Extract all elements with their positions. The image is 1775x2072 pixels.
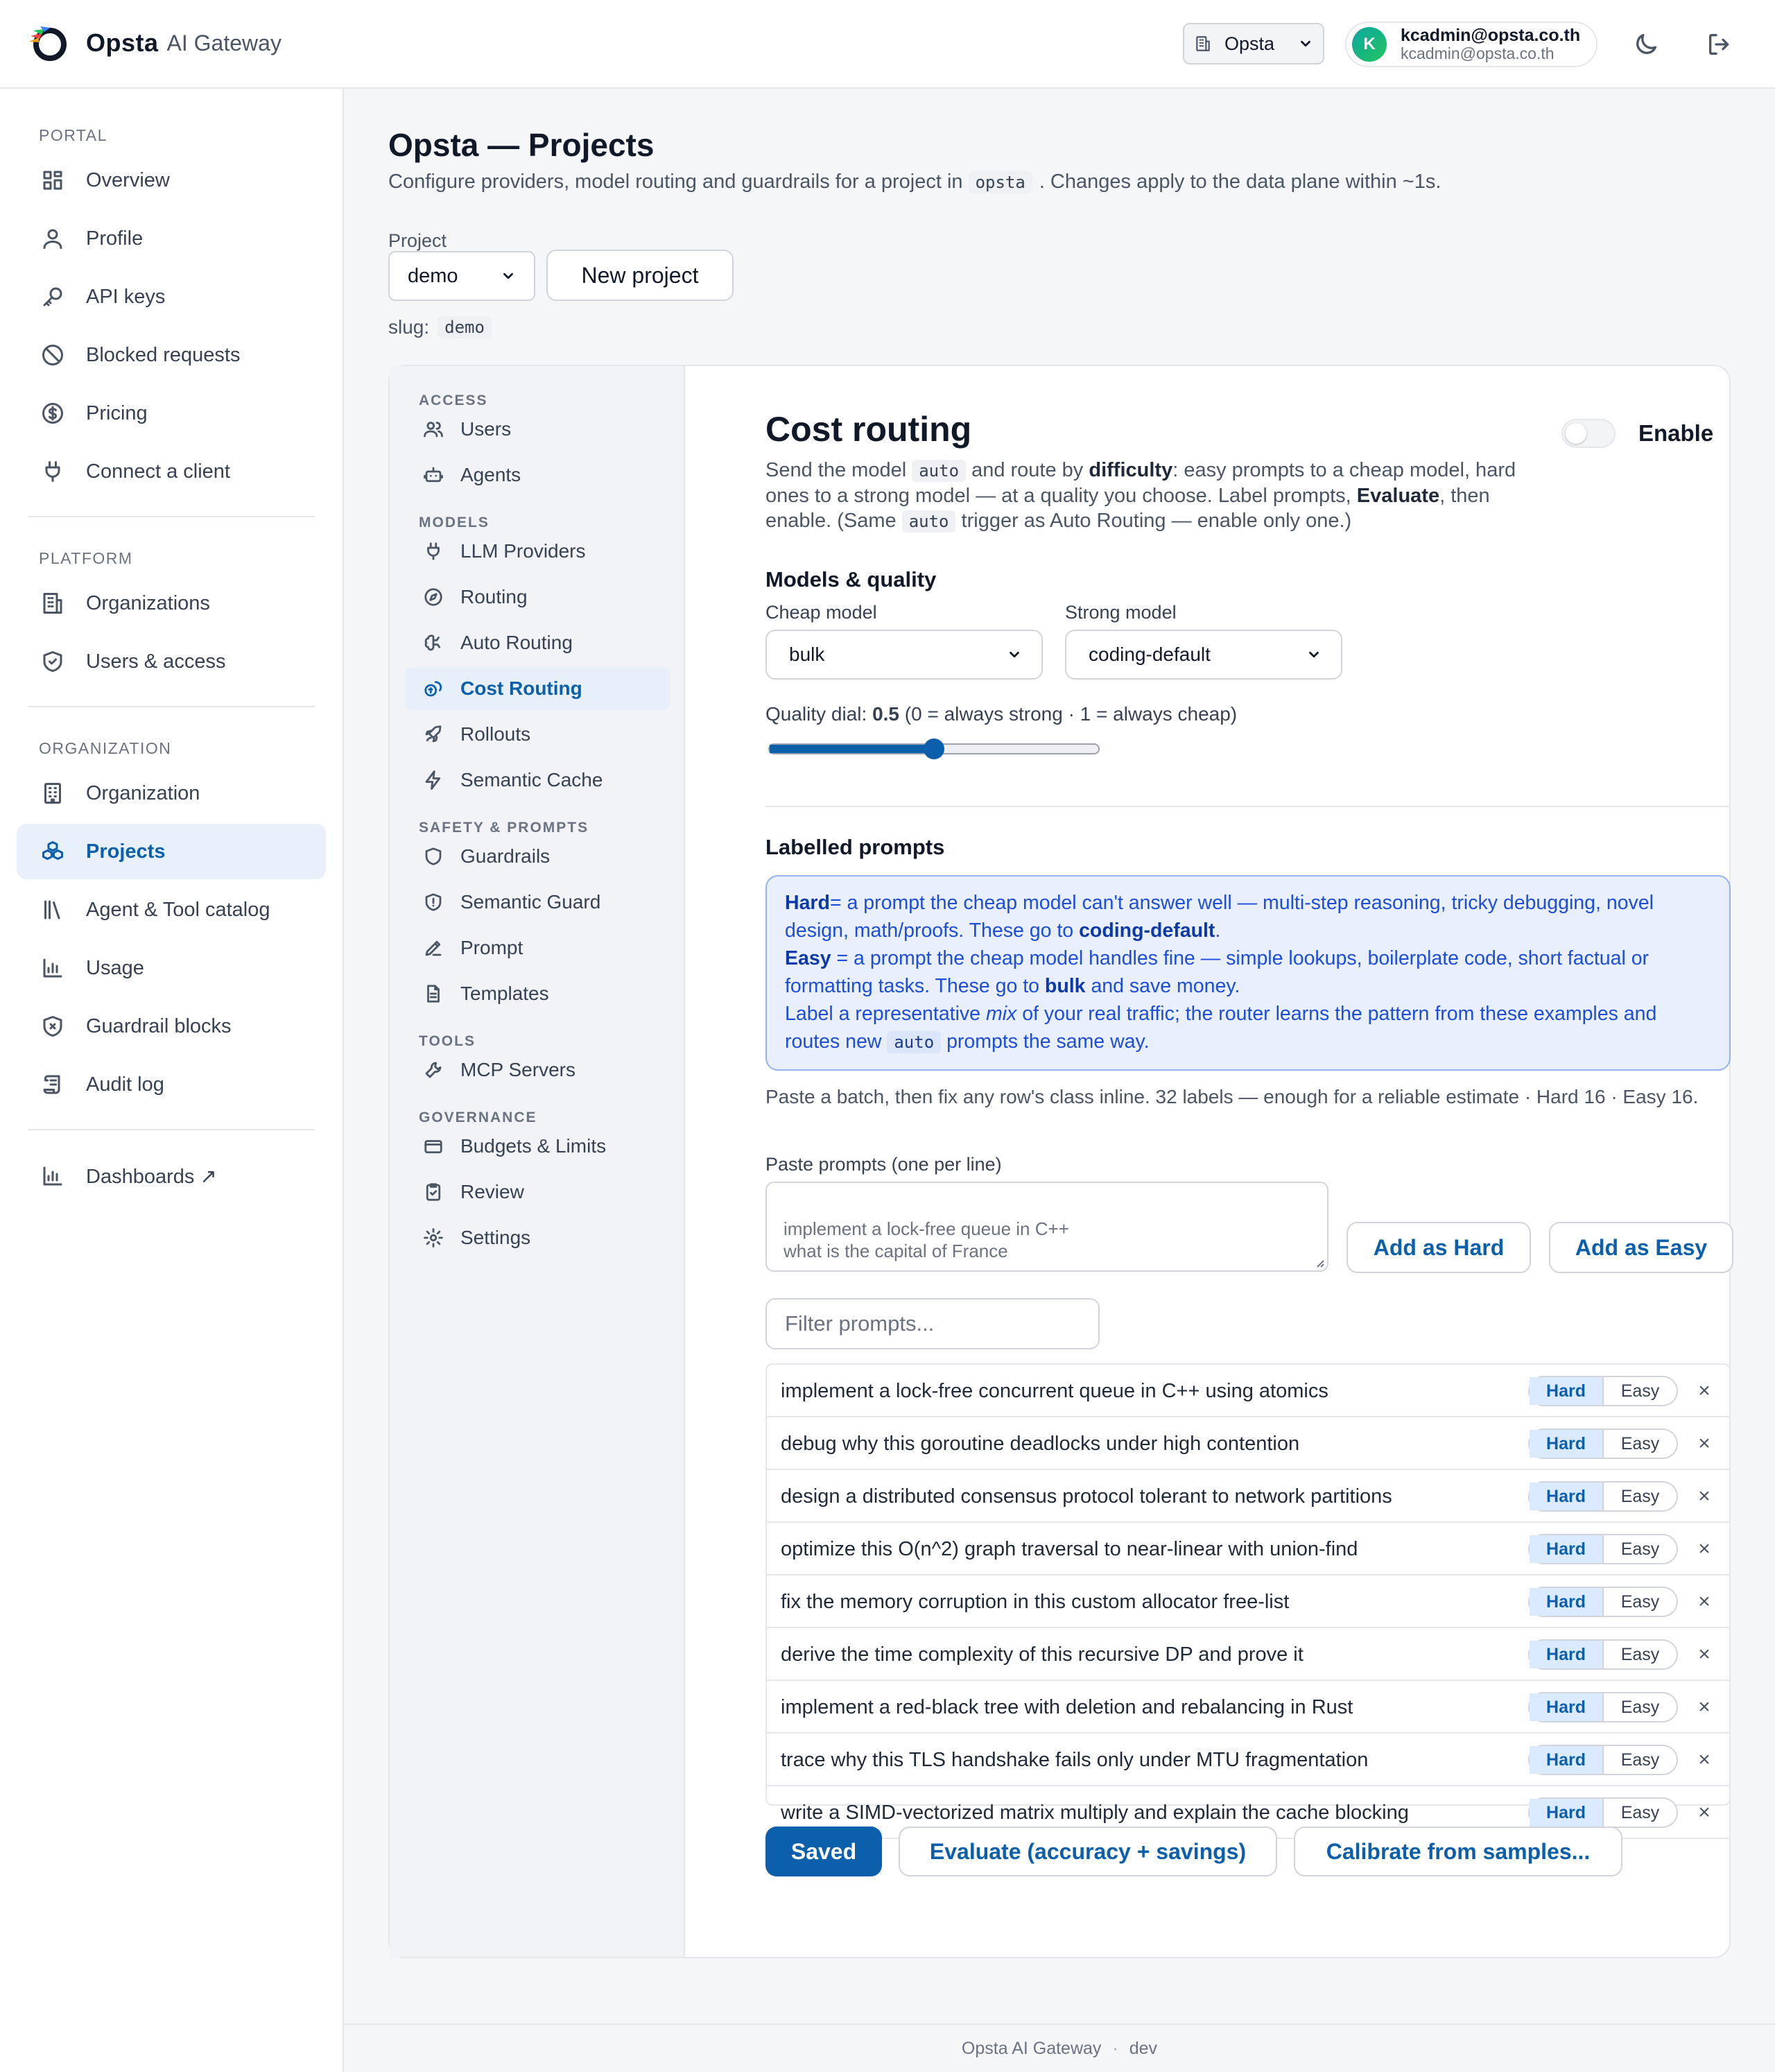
- info-code-auto: auto: [887, 1031, 941, 1053]
- subnav-item-mcp-servers[interactable]: [405, 1048, 670, 1091]
- user-menu[interactable]: [1345, 21, 1598, 67]
- shield-check-icon: [40, 649, 65, 674]
- slider-fill: [770, 745, 935, 753]
- org-slug-code: opsta: [969, 171, 1032, 193]
- table-row: [767, 1575, 1729, 1628]
- info-hard-word: Hard: [785, 892, 830, 914]
- info-mix: mix: [985, 1003, 1017, 1025]
- difficulty-toggle: [1528, 1428, 1678, 1459]
- models-quality-heading: Models & quality: [765, 567, 937, 592]
- prompt-text: design a distributed consensus protocol tolerant to network partitions: [781, 1485, 1392, 1508]
- prompt-text: trace why this TLS handshake fails only under MTU fragmentation: [781, 1748, 1369, 1771]
- subnav-item-label: Agents: [460, 464, 521, 485]
- users-icon: [423, 419, 444, 440]
- info-text: prompts the same way.: [946, 1030, 1150, 1053]
- user-name: kcadmin@opsta.co.th: [1401, 26, 1581, 45]
- sidebar-divider: [28, 1129, 315, 1130]
- difficulty-toggle: [1528, 1797, 1678, 1828]
- sidebar: [0, 89, 344, 2072]
- shield-alert-icon: [423, 892, 444, 913]
- remove-row-button[interactable]: ×: [1698, 1432, 1711, 1455]
- easy-option[interactable]: Easy: [1620, 1750, 1660, 1770]
- slug-value: demo: [438, 316, 492, 338]
- section-divider: [765, 806, 1731, 807]
- bar-chart-icon: [40, 956, 65, 981]
- labelling-info-box: Hard= a prompt the cheap model can't answer well — multi-step reasoning, tricky debugging, novel design, math/proofs. These go to coding-default. Easy = a prompt the cheap model handles fine — simple lookups, boilerplate code, short factual or formatting tasks. These go to bulk and save money. Label a representative mix of your real traffic; the router learns the pattern from these examples and routes new auto prompts the same way.: [765, 875, 1731, 1071]
- easy-option[interactable]: Easy: [1620, 1697, 1660, 1717]
- footer-name: Opsta AI Gateway: [961, 2038, 1102, 2058]
- prompt-text: optimize this O(n^2) graph traversal to near-linear with union-find: [781, 1537, 1358, 1560]
- prompt-text: derive the time complexity of this recursive DP and prove it: [781, 1643, 1304, 1666]
- chevron-down-icon: [1306, 647, 1322, 662]
- table-row: [767, 1470, 1729, 1523]
- dollar-circle-icon: [40, 401, 65, 426]
- slider-thumb[interactable]: [924, 739, 944, 759]
- filter-prompts-input[interactable]: [765, 1298, 1100, 1349]
- desc-text: Send the model: [765, 459, 907, 481]
- subnav-item-auto-routing[interactable]: [405, 621, 670, 664]
- credit-card-icon: [423, 1136, 444, 1157]
- section-description: [765, 458, 1542, 534]
- prompt-text: debug why this goroutine deadlocks under high contention: [781, 1432, 1300, 1455]
- compass-icon: [423, 587, 444, 607]
- resize-handle-icon[interactable]: [1313, 1257, 1324, 1268]
- dial-hint: (0 = always strong · 1 = always cheap): [904, 703, 1238, 725]
- sidebar-item-label: Audit log: [86, 1073, 164, 1096]
- desc-code-auto: auto: [902, 510, 956, 533]
- easy-option[interactable]: Easy: [1620, 1381, 1660, 1401]
- labelled-prompts-heading: Labelled prompts: [765, 835, 945, 859]
- label-count-text: Paste a batch, then fix any row's class inline. 32 labels — enough for a reliable estimate · Hard 16 · Easy 16.: [765, 1086, 1699, 1107]
- plug-icon: [423, 541, 444, 562]
- page-title: Opsta — Projects: [388, 127, 655, 163]
- info-text: = a prompt the cheap model handles fine — simple lookups, boilerplate code, short factual or formatting tasks. These go to: [785, 947, 1650, 997]
- key-icon: [40, 284, 65, 309]
- grid-icon: [40, 168, 65, 193]
- cost-routing-content: [685, 366, 1731, 1957]
- sidebar-item-label: Connect a client: [86, 460, 230, 483]
- subnav-section-models: MODELS: [419, 515, 490, 530]
- scroll-icon: [40, 1072, 65, 1097]
- sidebar-item-profile[interactable]: [17, 211, 326, 266]
- document-icon: [423, 983, 444, 1004]
- slug-label: slug:: [388, 316, 430, 338]
- enable-toggle[interactable]: [1561, 419, 1616, 448]
- subnav-section-tools: TOOLS: [419, 1033, 476, 1049]
- info-hard-target: coding-default: [1079, 920, 1215, 942]
- strong-model-select[interactable]: [1065, 630, 1342, 680]
- lightning-icon: [423, 770, 444, 791]
- subnav-item-label: Cost Routing: [460, 677, 582, 699]
- project-settings-panel: [388, 365, 1731, 1958]
- user-icon: [40, 226, 65, 251]
- sidebar-item-organizations[interactable]: [17, 576, 326, 631]
- info-text: of your real traffic; the router learns the pattern from these examples and routes new: [785, 1003, 1657, 1053]
- bot-icon: [423, 465, 444, 485]
- saved-button[interactable]: Saved: [765, 1827, 882, 1876]
- quality-dial-label: [765, 703, 1237, 725]
- subnav-item-rollouts[interactable]: [405, 713, 670, 756]
- block-icon: [40, 343, 65, 368]
- labelled-prompts-list: [765, 1363, 1731, 1824]
- info-easy-word: Easy: [785, 947, 831, 969]
- chevron-down-icon: [1298, 36, 1313, 51]
- easy-option[interactable]: Easy: [1620, 1486, 1660, 1506]
- opsta-logo-icon: [26, 21, 71, 65]
- subnav-item-semantic-guard[interactable]: [405, 881, 670, 924]
- project-label: Project: [388, 230, 447, 251]
- plug-icon: [40, 459, 65, 484]
- sidebar-item-label: Projects: [86, 840, 166, 863]
- coins-icon: [423, 678, 444, 699]
- sidebar-item-organization[interactable]: [17, 766, 326, 821]
- prompt-text: fix the memory corruption in this custom allocator free-list: [781, 1590, 1290, 1613]
- sidebar-item-label: Pricing: [86, 402, 148, 424]
- sidebar-item-api-keys[interactable]: [17, 269, 326, 325]
- sidebar-item-usage[interactable]: [17, 940, 326, 996]
- subnav-item-guardrails[interactable]: [405, 835, 670, 878]
- section-title: Cost routing: [765, 410, 972, 449]
- info-text: and save money.: [1091, 975, 1240, 997]
- sidebar-item-blocked-requests[interactable]: [17, 327, 326, 383]
- sidebar-item-projects[interactable]: [17, 824, 326, 879]
- strong-model-value: coding-default: [1089, 644, 1211, 665]
- desc-text: , then enable. (Same: [765, 485, 1490, 532]
- page-subtitle: [388, 171, 1441, 193]
- remove-row-button[interactable]: ×: [1698, 1590, 1711, 1613]
- boxes-icon: [40, 839, 65, 864]
- sidebar-item-pricing[interactable]: [17, 386, 326, 441]
- sidebar-item-label: Guardrail blocks: [86, 1015, 232, 1037]
- sidebar-item-label: Blocked requests: [86, 343, 241, 366]
- paste-prompts-textarea[interactable]: [765, 1182, 1328, 1272]
- table-row: [767, 1734, 1729, 1786]
- info-text: Label a representative: [785, 1003, 981, 1025]
- clipboard-check-icon: [423, 1182, 444, 1202]
- hard-option[interactable]: Hard: [1530, 1799, 1604, 1827]
- subnav-item-label: Settings: [460, 1227, 531, 1248]
- remove-row-button[interactable]: ×: [1698, 1748, 1711, 1771]
- table-row: [767, 1417, 1729, 1470]
- subtitle-text: Configure providers, model routing and guardrails for a project in: [388, 171, 963, 193]
- sidebar-item-label: Organizations: [86, 592, 210, 614]
- sidebar-item-label: Agent & Tool catalog: [86, 898, 270, 921]
- sidebar-item-label: Organization: [86, 782, 200, 804]
- difficulty-toggle: [1528, 1481, 1678, 1512]
- subnav-item-label: Budgets & Limits: [460, 1135, 607, 1157]
- subnav-item-label: MCP Servers: [460, 1059, 575, 1080]
- sidebar-item-label: Users & access: [86, 650, 226, 673]
- subnav-item-label: Guardrails: [460, 845, 551, 867]
- subnav-item-templates[interactable]: [405, 972, 670, 1015]
- project-subnav: [390, 366, 685, 1957]
- easy-option[interactable]: Easy: [1620, 1644, 1660, 1664]
- remove-row-button[interactable]: ×: [1698, 1485, 1711, 1508]
- chevron-down-icon: [1007, 647, 1022, 662]
- subnav-item-users[interactable]: [405, 408, 670, 451]
- hard-option[interactable]: Hard: [1530, 1483, 1604, 1510]
- table-row: [767, 1365, 1729, 1417]
- building-icon: [40, 591, 65, 616]
- footer-env: dev: [1129, 2038, 1158, 2058]
- paste-placeholder: implement a lock-free queue in C++ what is the capital of France: [783, 1218, 1069, 1261]
- brand-name: Opsta: [86, 28, 159, 57]
- sidebar-item-overview[interactable]: [17, 153, 326, 208]
- hard-option[interactable]: Hard: [1530, 1377, 1604, 1405]
- subnav-item-label: Routing: [460, 586, 528, 607]
- subnav-item-label: Semantic Cache: [460, 769, 603, 791]
- filter-placeholder: Filter prompts...: [785, 1311, 935, 1336]
- easy-option[interactable]: Easy: [1620, 1539, 1660, 1559]
- sidebar-section-portal: PORTAL: [39, 126, 107, 144]
- top-header: [0, 0, 1775, 89]
- difficulty-toggle: [1528, 1376, 1678, 1406]
- difficulty-toggle: [1528, 1745, 1678, 1775]
- sidebar-divider: [28, 706, 315, 707]
- remove-row-button[interactable]: ×: [1698, 1695, 1711, 1718]
- project-slug: [388, 316, 492, 338]
- cheap-model-label: Cheap model: [765, 602, 877, 623]
- sidebar-item-dashboards[interactable]: [17, 1148, 326, 1204]
- brain-icon: [423, 632, 444, 653]
- hard-option[interactable]: Hard: [1530, 1430, 1604, 1458]
- hard-option[interactable]: Hard: [1530, 1535, 1604, 1563]
- shield-icon: [423, 846, 444, 867]
- sidebar-item-connect-client[interactable]: [17, 444, 326, 499]
- enable-label: Enable: [1638, 420, 1714, 446]
- subnav-section-governance: GOVERNANCE: [419, 1110, 537, 1125]
- moon-icon[interactable]: [1632, 31, 1660, 58]
- logout-icon[interactable]: [1706, 31, 1733, 58]
- subnav-item-label: Users: [460, 418, 512, 440]
- organization-selector[interactable]: [1183, 23, 1324, 64]
- hard-option[interactable]: Hard: [1530, 1746, 1604, 1774]
- subnav-item-semantic-cache[interactable]: [405, 759, 670, 802]
- subnav-item-label: Auto Routing: [460, 632, 573, 653]
- brand[interactable]: [26, 21, 282, 65]
- subnav-item-settings[interactable]: [405, 1216, 670, 1259]
- strong-model-label: Strong model: [1065, 602, 1177, 623]
- hard-option[interactable]: Hard: [1530, 1641, 1604, 1668]
- subnav-section-access: ACCESS: [419, 392, 488, 408]
- hard-option[interactable]: Hard: [1530, 1693, 1604, 1721]
- project-select[interactable]: [388, 251, 535, 301]
- subnav-item-label: Templates: [460, 983, 549, 1004]
- user-email: kcadmin@opsta.co.th: [1401, 44, 1555, 62]
- difficulty-toggle: [1528, 1534, 1678, 1564]
- wrench-icon: [423, 1060, 444, 1080]
- info-text: = a prompt the cheap model can't answer well — multi-step reasoning, tricky debugging, novel design, math/proofs. These go to: [785, 892, 1654, 942]
- subnav-item-label: LLM Providers: [460, 540, 586, 562]
- new-project-button[interactable]: New project: [546, 250, 734, 301]
- office-icon: [40, 781, 65, 806]
- table-row: [767, 1628, 1729, 1681]
- subnav-item-agents[interactable]: [405, 454, 670, 497]
- footer-separator: ·: [1112, 2038, 1118, 2058]
- cheap-model-select[interactable]: [765, 630, 1043, 680]
- remove-row-button[interactable]: ×: [1698, 1801, 1711, 1824]
- remove-row-button[interactable]: ×: [1698, 1537, 1711, 1560]
- paste-prompts-label: Paste prompts (one per line): [765, 1154, 1002, 1175]
- avatar: K: [1352, 27, 1387, 62]
- sidebar-item-label: API keys: [86, 285, 166, 308]
- desc-bold-evaluate: Evaluate: [1356, 485, 1440, 507]
- sidebar-divider: [28, 516, 315, 517]
- sidebar-section-platform: PLATFORM: [39, 549, 133, 567]
- pencil-icon: [423, 938, 444, 958]
- calibrate-button[interactable]: Calibrate from samples...: [1294, 1827, 1622, 1876]
- subnav-item-llm-providers[interactable]: [405, 530, 670, 573]
- remove-row-button[interactable]: ×: [1698, 1379, 1711, 1402]
- desc-text: trigger as Auto Routing — enable only one.): [961, 510, 1352, 532]
- rocket-icon: [423, 724, 444, 745]
- sidebar-item-label: Dashboards ↗: [86, 1165, 217, 1188]
- info-easy-target: bulk: [1044, 975, 1086, 997]
- prompt-text: implement a red-black tree with deletion and rebalancing in Rust: [781, 1695, 1353, 1718]
- sidebar-item-audit-log[interactable]: [17, 1057, 326, 1112]
- building-icon: [1194, 35, 1212, 53]
- shield-x-icon: [40, 1014, 65, 1039]
- difficulty-toggle: [1528, 1692, 1678, 1723]
- gear-icon: [423, 1227, 444, 1248]
- sidebar-item-catalog[interactable]: [17, 882, 326, 938]
- desc-code-auto: auto: [912, 460, 966, 482]
- footer: [344, 2023, 1775, 2072]
- subnav-item-routing[interactable]: [405, 576, 670, 619]
- table-row: [767, 1523, 1729, 1575]
- prompt-text: write a SIMD-vectorized matrix multiply and explain the cache blocking: [781, 1801, 1409, 1824]
- table-row: [767, 1681, 1729, 1734]
- library-icon: [40, 897, 65, 922]
- sidebar-item-label: Overview: [86, 169, 170, 191]
- chevron-down-icon: [501, 268, 516, 284]
- brand-subtitle: AI Gateway: [166, 30, 282, 55]
- subnav-item-label: Rollouts: [460, 723, 531, 745]
- desc-bold-difficulty: difficulty: [1089, 459, 1173, 481]
- hard-option[interactable]: Hard: [1530, 1588, 1604, 1616]
- subtitle-text: . Changes apply to the data plane within ~1s.: [1039, 171, 1441, 193]
- easy-option[interactable]: Easy: [1620, 1433, 1660, 1453]
- easy-option[interactable]: Easy: [1620, 1802, 1660, 1822]
- dial-prefix: Quality dial:: [765, 703, 867, 725]
- sidebar-item-users-access[interactable]: [17, 634, 326, 689]
- project-select-value: demo: [408, 264, 458, 287]
- remove-row-button[interactable]: ×: [1698, 1643, 1711, 1666]
- add-as-hard-button[interactable]: Add as Hard: [1347, 1222, 1531, 1273]
- organization-selector-label: Opsta: [1224, 33, 1275, 54]
- add-as-easy-button[interactable]: Add as Easy: [1549, 1222, 1733, 1273]
- subnav-section-safety: SAFETY & PROMPTS: [419, 820, 589, 836]
- dial-value: 0.5: [872, 703, 900, 725]
- evaluate-button[interactable]: Evaluate (accuracy + savings): [899, 1827, 1277, 1876]
- subnav-item-budgets[interactable]: [405, 1125, 670, 1168]
- easy-option[interactable]: Easy: [1620, 1591, 1660, 1612]
- sidebar-section-organization: ORGANIZATION: [39, 739, 172, 757]
- bar-chart-icon: [40, 1164, 65, 1189]
- prompt-text: implement a lock-free concurrent queue in C++ using atomics: [781, 1379, 1328, 1402]
- subnav-item-review[interactable]: [405, 1171, 670, 1214]
- sidebar-item-guardrail-blocks[interactable]: [17, 999, 326, 1054]
- subnav-item-prompt[interactable]: [405, 926, 670, 969]
- desc-text: : easy prompts to a cheap model, hard ones to a strong model — at a quality you choose. Label prompts,: [765, 459, 1516, 507]
- toggle-knob: [1566, 423, 1586, 444]
- cheap-model-value: bulk: [789, 644, 825, 665]
- difficulty-toggle: [1528, 1639, 1678, 1670]
- desc-text: and route by: [971, 459, 1084, 481]
- subnav-item-label: Review: [460, 1181, 524, 1202]
- sidebar-item-label: Usage: [86, 956, 144, 979]
- sidebar-item-label: Profile: [86, 227, 144, 250]
- subnav-item-label: Semantic Guard: [460, 891, 601, 913]
- subnav-item-cost-routing[interactable]: [405, 667, 670, 710]
- subnav-item-label: Prompt: [460, 937, 523, 958]
- difficulty-toggle: [1528, 1587, 1678, 1617]
